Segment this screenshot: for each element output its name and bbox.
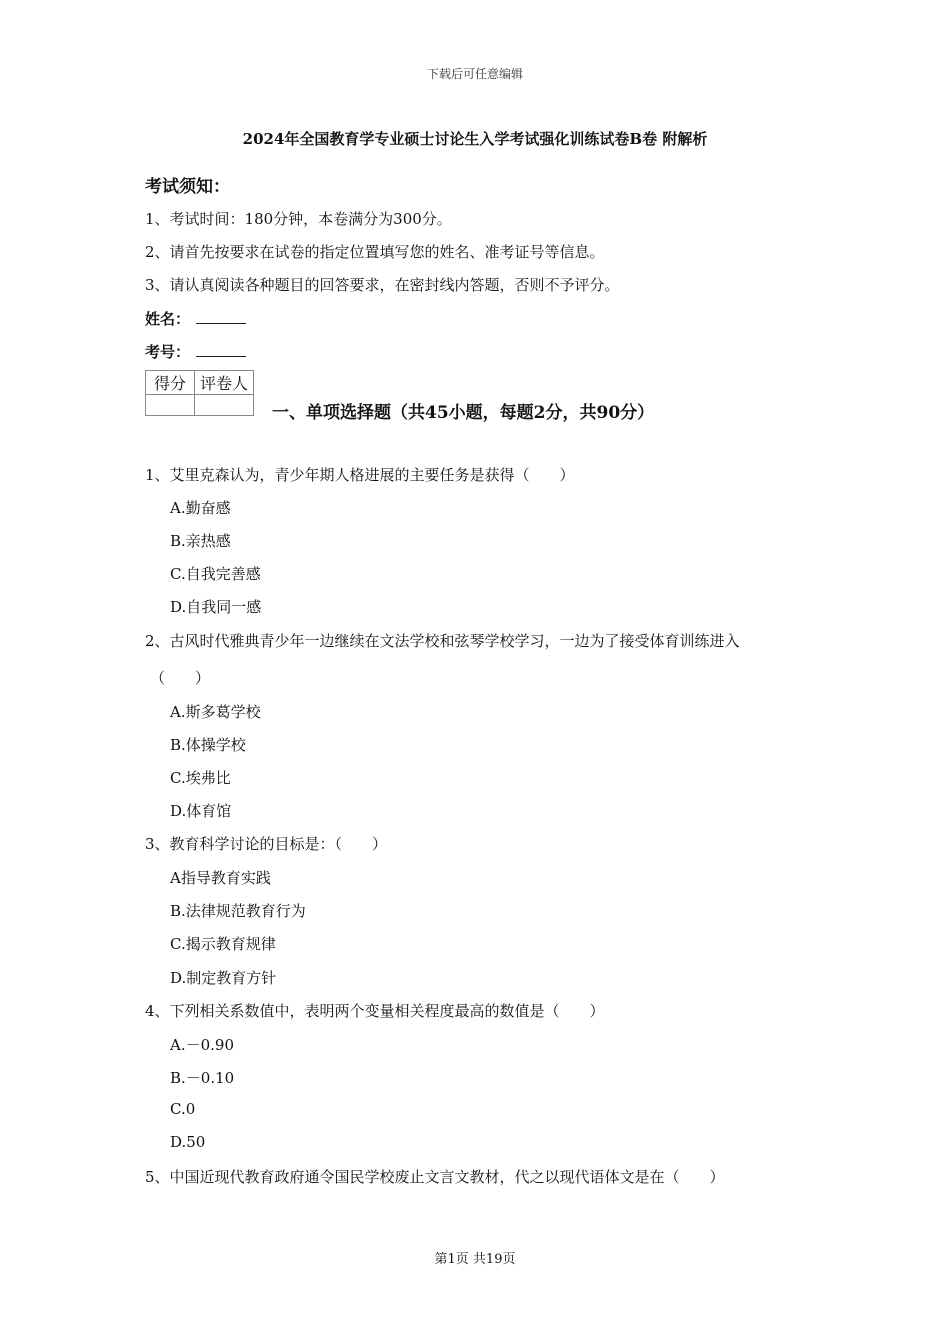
question-option: C.揭示教育规律 (170, 935, 276, 953)
question-option: A.斯多葛学校 (170, 703, 261, 721)
grader-cell[interactable] (195, 395, 254, 416)
name-field (145, 308, 246, 329)
number-field (145, 341, 246, 362)
section-title: 一、单项选择题（共45小题，每题2分，共90分） (272, 403, 655, 423)
question-stem: 4、下列相关系数值中，表明两个变量相关程度最高的数值是（ ） (145, 1002, 605, 1020)
page-header: 下载后可任意编辑 (426, 67, 523, 81)
notice-item: 2、请首先按要求在试卷的指定位置填写您的姓名、准考证号等信息。 (145, 243, 605, 261)
question-option: C.埃弗比 (170, 769, 231, 787)
name-label: 姓名： (145, 310, 191, 328)
question-stem-cont: （ ） (150, 669, 211, 687)
question-option: D.自我同一感 (170, 598, 262, 616)
question-stem: 3、教育科学讨论的目标是：（ ） (145, 835, 388, 853)
exam-title: 2024年全国教育学专业硕士讨论生入学考试强化训练试卷B卷 附解析 (242, 130, 708, 148)
name-blank[interactable] (196, 309, 246, 324)
question-option: B.亲热感 (170, 532, 231, 550)
notice-item: 1、考试时间：180分钟，本卷满分为300分。 (145, 210, 452, 228)
number-blank[interactable] (196, 342, 246, 357)
question-option: B.体操学校 (170, 736, 246, 754)
question-option: B.－0.10 (170, 1069, 235, 1087)
question-option: D.体育馆 (170, 802, 232, 820)
question-stem: 1、艾里克森认为，青少年期人格进展的主要任务是获得（ ） (145, 466, 575, 484)
score-header: 得分 (146, 371, 195, 395)
grader-header: 评卷人 (195, 371, 254, 395)
question-stem: 2、古风时代雅典青少年一边继续在文法学校和弦琴学校学习，一边为了接受体育训练进入 (145, 632, 740, 650)
number-label: 考号： (145, 343, 191, 361)
question-option: D.50 (170, 1133, 206, 1151)
score-table (145, 370, 254, 416)
question-option: A.－0.90 (170, 1036, 234, 1054)
question-option: A.勤奋感 (170, 499, 231, 517)
notice-item: 3、请认真阅读各种题目的回答要求，在密封线内答题，否则不予评分。 (145, 276, 620, 294)
question-option: B.法律规范教育行为 (170, 902, 306, 920)
question-option: A指导教育实践 (170, 869, 271, 887)
question-option: C.自我完善感 (170, 565, 261, 583)
question-option: C.0 (170, 1100, 196, 1118)
question-stem: 5、中国近现代教育政府通令国民学校废止文言文教材，代之以现代语体文是在（ ） (145, 1168, 725, 1186)
page-footer: 第1页 共19页 (434, 1252, 516, 1267)
notice-heading: 考试须知： (145, 177, 230, 197)
score-cell[interactable] (146, 395, 195, 416)
question-option: D.制定教育方针 (170, 969, 277, 987)
